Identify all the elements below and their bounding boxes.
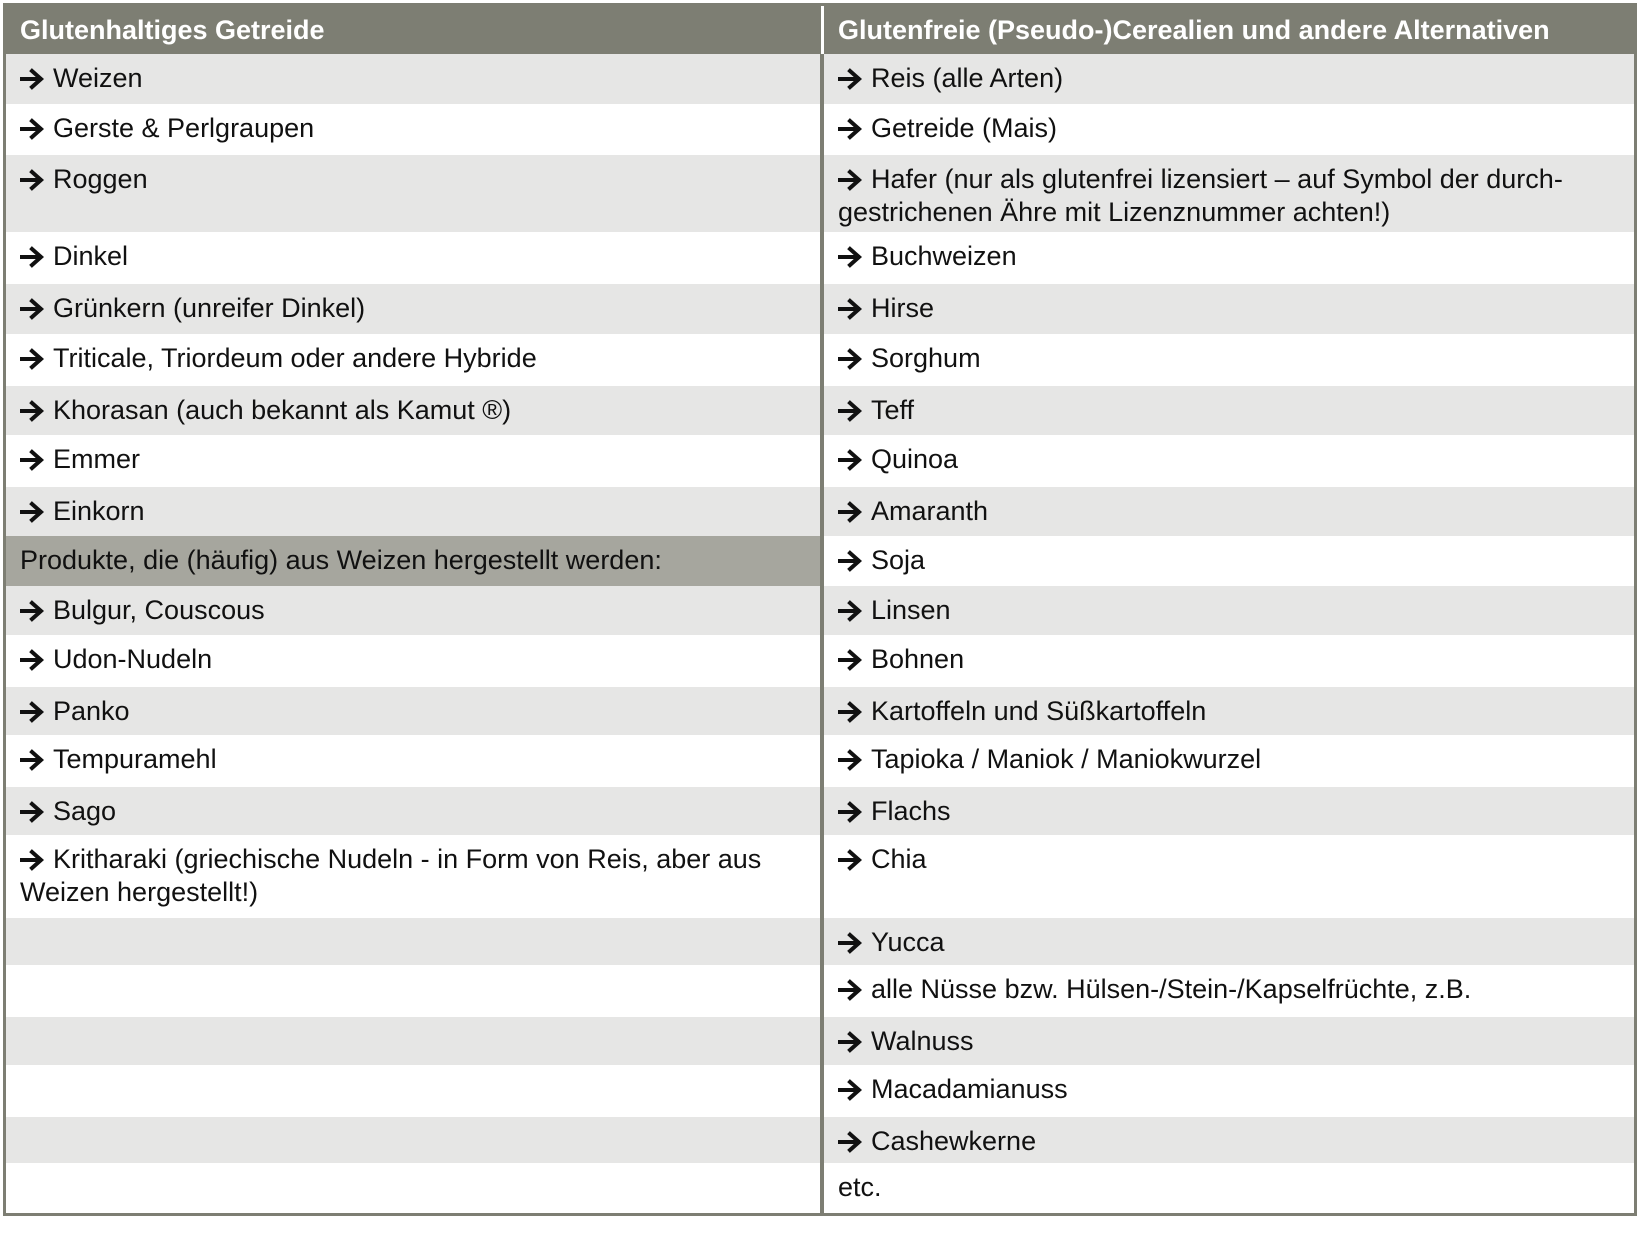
arrow-right-icon <box>838 600 871 622</box>
cell-text: Walnuss <box>871 1026 974 1056</box>
cell-gluten-free <box>824 787 1634 835</box>
cell-text: Einkorn <box>53 496 145 526</box>
cell-text: Bulgur, Couscous <box>53 595 265 625</box>
cell-gluten <box>6 965 824 1017</box>
cell-text: Hirse <box>871 293 935 323</box>
cell-gluten-free <box>824 232 1634 284</box>
cell-gluten <box>6 284 824 334</box>
arrow-right-icon <box>20 849 53 871</box>
arrow-right-icon <box>838 68 871 90</box>
cell-text: Soja <box>871 545 926 575</box>
cell-gluten <box>6 104 824 155</box>
arrow-right-icon <box>838 979 871 1001</box>
table-body <box>6 54 1634 1213</box>
cell-text: Roggen <box>53 164 148 194</box>
cell-gluten-free <box>824 284 1634 334</box>
cell-gluten-free <box>824 104 1634 155</box>
arrow-right-icon <box>838 749 871 771</box>
cell-text: Getreide (Mais) <box>871 113 1058 143</box>
cell-text: Emmer <box>53 444 140 474</box>
cell-gluten <box>6 487 824 536</box>
grain-table <box>3 3 1637 1216</box>
table-row <box>6 1065 1634 1117</box>
cell-gluten <box>6 54 824 104</box>
cell-gluten-free <box>824 435 1634 487</box>
cell-gluten <box>6 835 824 918</box>
table-row <box>6 835 1634 918</box>
cell-gluten-free <box>824 687 1634 735</box>
cell-text: Hafer (nur als glutenfrei lizensiert – auf Symbol der durch-gestrichenen Ähre mit Lizenznummer achten!) <box>838 164 1563 227</box>
table-row <box>6 586 1634 635</box>
table-row <box>6 386 1634 435</box>
arrow-right-icon <box>838 400 871 422</box>
table-row <box>6 1017 1634 1065</box>
cell-gluten-free <box>824 1065 1634 1117</box>
cell-text: Chia <box>871 844 927 874</box>
cell-gluten-free <box>824 155 1634 232</box>
arrow-right-icon <box>20 348 53 370</box>
cell-text: Gerste & Perlgraupen <box>53 113 315 143</box>
cell-gluten <box>6 1065 824 1117</box>
cell-gluten-free <box>824 1017 1634 1065</box>
cell-text: Amaranth <box>871 496 989 526</box>
table-row <box>6 687 1634 735</box>
cell-gluten <box>6 1117 824 1163</box>
table-header <box>6 6 1634 54</box>
arrow-right-icon <box>838 849 871 871</box>
arrow-right-icon <box>838 1031 871 1053</box>
cell-text: Khorasan (auch bekannt als Kamut ®) <box>53 395 512 425</box>
arrow-right-icon <box>838 1131 871 1153</box>
table-row <box>6 435 1634 487</box>
arrow-right-icon <box>20 246 53 268</box>
arrow-right-icon <box>838 348 871 370</box>
table-row <box>6 284 1634 334</box>
cell-gluten-free <box>824 334 1634 386</box>
cell-gluten-free <box>824 487 1634 536</box>
arrow-right-icon <box>20 68 53 90</box>
arrow-right-icon <box>838 246 871 268</box>
arrow-right-icon <box>838 801 871 823</box>
table-row <box>6 54 1634 104</box>
cell-text: Panko <box>53 696 130 726</box>
cell-gluten-free <box>824 635 1634 687</box>
cell-gluten-free <box>824 54 1634 104</box>
cell-text: Flachs <box>871 796 951 826</box>
cell-text: Udon-Nudeln <box>53 644 213 674</box>
table-row <box>6 787 1634 835</box>
table-row <box>6 232 1634 284</box>
arrow-right-icon <box>20 449 53 471</box>
cell-gluten-free <box>824 918 1634 965</box>
cell-gluten-free <box>824 835 1634 918</box>
cell-gluten-free <box>824 536 1634 586</box>
cell-text: Dinkel <box>53 241 129 271</box>
cell-text: Bohnen <box>871 644 965 674</box>
arrow-right-icon <box>20 801 53 823</box>
cell-text: Quinoa <box>871 444 959 474</box>
arrow-right-icon <box>838 649 871 671</box>
cell-gluten-free <box>824 1117 1634 1163</box>
cell-gluten-free <box>824 586 1634 635</box>
cell-text: Buchweizen <box>871 241 1017 271</box>
cell-text: Triticale, Triordeum oder andere Hybride <box>53 343 537 373</box>
cell-gluten <box>6 1163 824 1213</box>
cell-text: Kartoffeln und Süßkartoffeln <box>871 696 1207 726</box>
arrow-right-icon <box>20 649 53 671</box>
cell-text: Sago <box>53 796 117 826</box>
cell-text: Produkte, die (häufig) aus Weizen hergestellt werden: <box>20 545 662 575</box>
cell-gluten <box>6 435 824 487</box>
cell-text: alle Nüsse bzw. Hülsen-/Stein-/Kapselfrüchte, z.B. <box>871 974 1472 1004</box>
cell-gluten-free <box>824 386 1634 435</box>
table-row <box>6 635 1634 687</box>
cell-gluten <box>6 1017 824 1065</box>
arrow-right-icon <box>838 449 871 471</box>
cell-text: Teff <box>871 395 915 425</box>
cell-gluten <box>6 536 824 586</box>
cell-text: Macadamianuss <box>871 1074 1068 1104</box>
cell-text: Tapioka / Maniok / Maniokwurzel <box>871 744 1262 774</box>
arrow-right-icon <box>838 169 871 191</box>
cell-text: Grünkern (unreifer Dinkel) <box>53 293 366 323</box>
table-row <box>6 155 1634 232</box>
cell-gluten <box>6 787 824 835</box>
table-row <box>6 1163 1634 1213</box>
table-row <box>6 918 1634 965</box>
cell-gluten <box>6 155 824 232</box>
table-row <box>6 334 1634 386</box>
cell-gluten-free <box>824 965 1634 1017</box>
cell-gluten <box>6 918 824 965</box>
cell-text: Reis (alle Arten) <box>871 63 1064 93</box>
arrow-right-icon <box>20 600 53 622</box>
arrow-right-icon <box>838 501 871 523</box>
cell-gluten <box>6 586 824 635</box>
arrow-right-icon <box>20 749 53 771</box>
arrow-right-icon <box>838 118 871 140</box>
cell-gluten <box>6 232 824 284</box>
table-row <box>6 735 1634 787</box>
arrow-right-icon <box>838 1079 871 1101</box>
header-gluten: Glutenhaltiges Getreide <box>6 6 824 54</box>
cell-gluten <box>6 334 824 386</box>
arrow-right-icon <box>20 400 53 422</box>
arrow-right-icon <box>20 298 53 320</box>
cell-text: etc. <box>838 1172 882 1202</box>
arrow-right-icon <box>838 550 871 572</box>
header-gluten-free: Glutenfreie (Pseudo-)Cerealien und andere Alternativen <box>838 14 1550 45</box>
table-row <box>6 965 1634 1017</box>
arrow-right-icon <box>838 298 871 320</box>
arrow-right-icon <box>838 701 871 723</box>
cell-text: Linsen <box>871 595 951 625</box>
cell-gluten <box>6 735 824 787</box>
arrow-right-icon <box>838 932 871 954</box>
arrow-right-icon <box>20 169 53 191</box>
table-row <box>6 487 1634 536</box>
cell-text: Cashewkerne <box>871 1126 1037 1156</box>
cell-text: Kritharaki (griechische Nudeln - in Form von Reis, aber aus Weizen hergestellt!) <box>20 844 762 907</box>
cell-text: Yucca <box>871 927 945 957</box>
cell-gluten-free <box>824 735 1634 787</box>
arrow-right-icon <box>20 501 53 523</box>
cell-text: Weizen <box>53 63 143 93</box>
table-row <box>6 104 1634 155</box>
arrow-right-icon <box>20 701 53 723</box>
arrow-right-icon <box>20 118 53 140</box>
cell-text: Tempuramehl <box>53 744 217 774</box>
table-row <box>6 1117 1634 1163</box>
cell-text: Sorghum <box>871 343 981 373</box>
cell-gluten <box>6 386 824 435</box>
cell-gluten <box>6 687 824 735</box>
cell-gluten <box>6 635 824 687</box>
table-row <box>6 536 1634 586</box>
cell-gluten-free <box>824 1163 1634 1213</box>
